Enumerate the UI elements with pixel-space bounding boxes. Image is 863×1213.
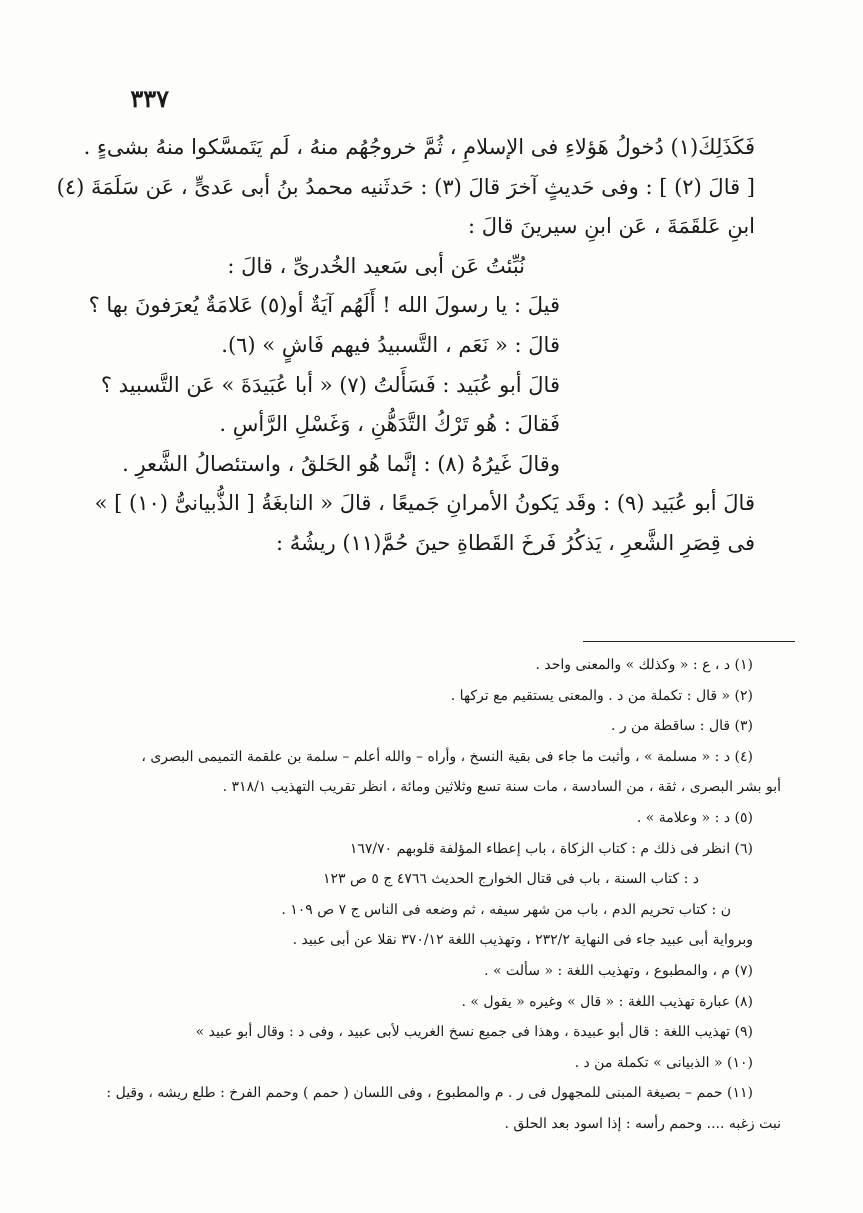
text-line: فى قِصَرِ الشَّعرِ ، يَذكُرُ فَرخَ القَطاةِ حينَ حُمَّ(١١) ريشُهُ : — [276, 530, 755, 555]
footnote: (١١) حمم – بصيغة المبنى للمجهول فى ر . م والمطبوع ، وفى اللسان ( حمم ) وحمم الفرخ : طلع ريشه ، وقيل : — [106, 1085, 753, 1102]
footnote: (١) د ، ع : « وكذلك » والمعنى واحد . — [535, 657, 753, 673]
footnote: (٣) قال : ساقطة من ر . — [610, 718, 753, 735]
footnote: ن : كتاب تحريم الدم ، باب من شهر سيفه ، ثم وضعه فى الناس ج ٧ ص ١٠٩ . — [281, 901, 731, 918]
footnote: (٧) م ، والمطبوع ، وتهذيب اللغة : « سألت » . — [484, 962, 753, 979]
footnote: د : كتاب السنة ، باب فى قتال الخوارج الحديث ٤٧٦٦ ج ٥ ص ١٢٣ — [323, 871, 699, 888]
footnote: (٤) د : « مسلمة » ، وأثبت ما جاء فى بقية النسخ ، وأراه – والله أعلم – سلمة بن علقمة التميمى البصرى ، — [141, 748, 753, 765]
footnote: (٨) عبارة تهذيب اللغة : « قال » وغيره « يقول » . — [461, 993, 753, 1010]
footnote: (١٠) « الذبيانى » تكملة من د . — [574, 1054, 753, 1071]
footnote: أبو بشر البصرى ، ثقة ، من السادسة ، مات سنة تسع وثلاثين ومائة ، انظر تقريب التهذيب ٣١٨/١ . — [222, 779, 781, 796]
text-line: قالَ أبو عُبَيد : فَسَأَلتُ (٧) « أبا عُبَيدَةَ » عَن التَّسبيد ؟ — [100, 372, 560, 397]
footnote: (٦) انظر فى ذلك م : كتاب الزكاة ، باب إعطاء المؤلفة قلوبهم ١٦٧/٧٠ — [349, 840, 753, 857]
footnote: نبت زغبه .... وحمم رأسه : إذا اسود بعد الحلق . — [504, 1115, 781, 1132]
text-line: [ قالَ (٢) ] : وفى حَديثٍ آخرَ قالَ (٣) : حَدثَنيه محمدُ بنُ أبى عَدىٍّ ، عَن سَلَمَةَ (٤) — [56, 174, 755, 199]
text-line: فَكَذَلِكَ(١) دُخولُ هَؤلاءِ فى الإسلامِ ، ثُمَّ خروجُهُم منهُ ، لَم يَتَمسَّكوا منهُ بشىءٍ . — [83, 135, 755, 159]
text-line: ابنِ عَلقَمَةَ ، عَن ابنِ سيرينَ قالَ : — [468, 214, 755, 239]
text-line: نُبِّئتُ عَن أبى سَعيد الخُدرىِّ ، قالَ : — [227, 253, 525, 278]
footnote: (٩) تهذيب اللغة : قال أبو عبيدة ، وهذا فى جميع نسخ الغريب لأبى عبيد ، وفى د : وقال أبو عبيد » — [195, 1024, 753, 1041]
page-number: ٣٣٧ — [130, 84, 169, 113]
text-line: فَقالَ : هُو تَرْكُ التَّدَهُّنِ ، وَغَسْلِ الرَّأسِ . — [219, 412, 560, 437]
text-line: قيلَ : يا رسولَ الله ! أَلَهُم آيَةٌ أو(٥) عَلامَةٌ يُعرَفونَ بها ؟ — [88, 293, 560, 318]
text-line: قالَ أبو عُبَيد (٩) : وقَد يَكونُ الأمرانِ جَميعًا ، قالَ « النابغَةُ [ الذُّبيانىُّ (١٠) ] » — [94, 491, 755, 516]
footnote-divider — [583, 641, 795, 642]
footnote: (٢) « قال : تكملة من د . والمعنى يستقيم مع تركها . — [450, 687, 753, 704]
text-line: قالَ : « نَعَم ، التَّسبيدُ فيهم فَاشٍ » (٦). — [221, 332, 560, 357]
footnotes — [96, 650, 781, 1140]
footnote: وبرواية أبى عبيد جاء فى النهاية ٢٣٢/٢ ، وتهذيب اللغة ٣٧٠/١٢ نقلا عن أبى عبيد . — [292, 932, 753, 949]
text-line: وقالَ غَيرُهُ (٨) : إنَّما هُو الحَلقُ ، واستئصالُ الشَّعرِ . — [122, 451, 560, 476]
main-text — [56, 128, 755, 564]
footnote: (٥) د : « وعلامة » . — [636, 809, 753, 826]
